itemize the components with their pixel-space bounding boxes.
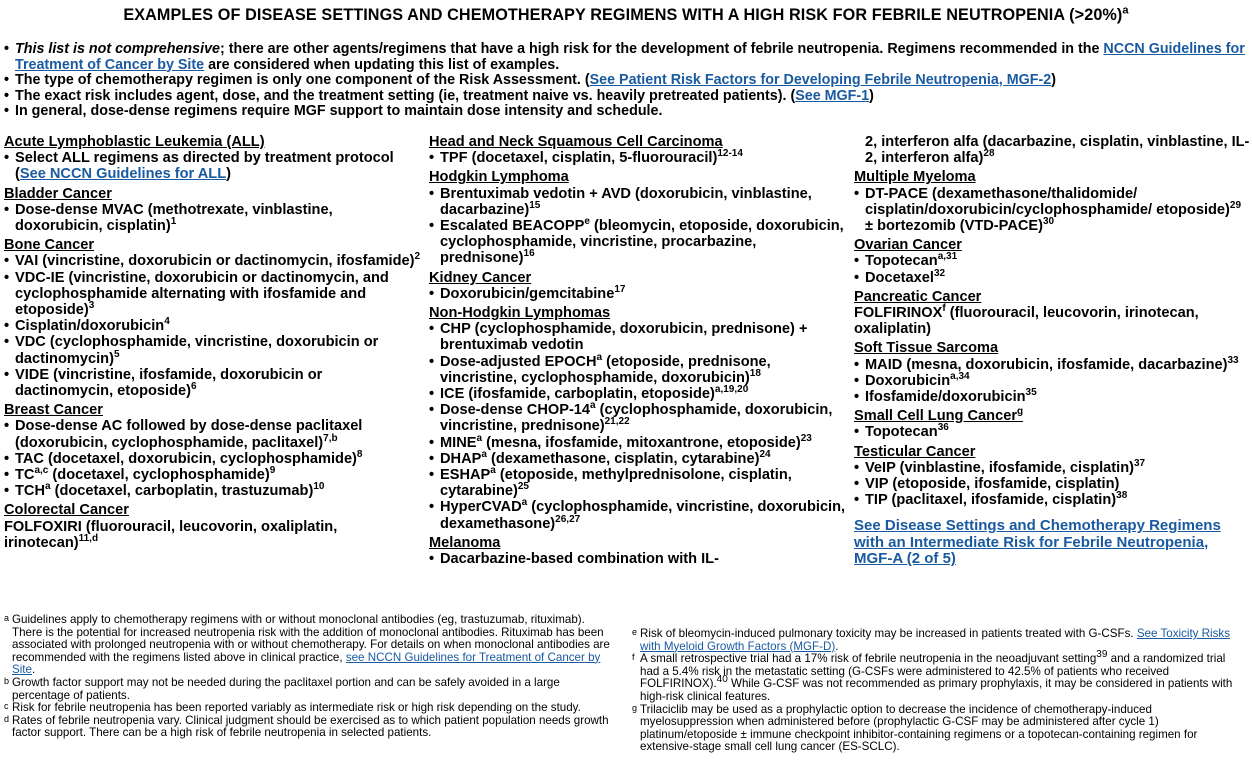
section-bladder bbox=[4, 186, 424, 235]
section-soft-tissue-sarcoma bbox=[854, 340, 1250, 405]
link-mgf-2[interactable]: See Patient Risk Factors for Developing Febrile Neutropenia, MGF-2 bbox=[589, 72, 1052, 88]
list-item: • VIDE (vincristine, ifosfamide, doxorubicin or dactinomycin, etoposide)$^6$ bbox=[4, 366, 323, 400]
section-heading: Hodgkin Lymphoma bbox=[429, 169, 569, 186]
section-kidney bbox=[429, 270, 849, 302]
footnotes-right bbox=[632, 628, 1242, 754]
section-myeloma bbox=[854, 169, 1250, 234]
list-item: • DHAP$^a$ (dexamethasone, cisplatin, cytarabine)$^{24}$ bbox=[429, 449, 771, 467]
list-item: • TC$^{a,c}$ (docetaxel, cyclophosphamide)$^9$ bbox=[4, 465, 276, 484]
list-item: • Doxorubicin$^{a,34}$ bbox=[854, 370, 970, 389]
link-mgf-a-2-of-5[interactable]: See Disease Settings and Chemotherapy Regimens with an Intermediate Risk for Febrile Neutropenia, MGF-A (2 of 5) bbox=[854, 517, 1221, 568]
list-item: • Select ALL regimens as directed by treatment protocol (See NCCN Guidelines for ALL) bbox=[4, 150, 394, 183]
list-item: • Topotecan$^{a,31}$ bbox=[854, 251, 958, 270]
list-item: • ESHAP$^a$ (etoposide, methylprednisolone, cisplatin, cytarabine)$^{25}$ bbox=[429, 465, 792, 500]
section-melanoma bbox=[429, 535, 849, 567]
list-item: • Escalated BEACOPP$^e$ (bleomycin, etoposide, doxorubicin, cyclophosphamide, vincristine, procarbazine, prednisone)$^{16}$ bbox=[429, 216, 844, 267]
intro-bullet: • The type of chemotherapy regimen is only one component of the Risk Assessment. (See Patient Risk Factors for Developing Febrile Neutropenia, MGF-2) bbox=[4, 72, 1056, 88]
section-heading: Colorectal Cancer bbox=[4, 502, 129, 519]
section-heading: Bladder Cancer bbox=[4, 185, 112, 202]
section-heading: Soft Tissue Sarcoma bbox=[854, 340, 999, 357]
list-item: • Ifosfamide/doxorubicin$^{35}$ bbox=[854, 387, 1037, 406]
list-item: • ICE (ifosfamide, carboplatin, etoposide)$^{a,19,20}$ bbox=[429, 384, 749, 403]
section-heading: Kidney Cancer bbox=[429, 269, 532, 286]
list-item: • Dose-dense MVAC (methotrexate, vinblastine, doxorubicin, cisplatin)$^1$ bbox=[4, 201, 333, 235]
section-all bbox=[4, 134, 424, 183]
intro-bullet: • In general, dose-dense regimens require MGF support to maintain dose intensity and schedule. bbox=[4, 103, 663, 119]
footnote: g Trilaciclib may be used as a prophylactic option to decrease the incidence of chemotherapy-induced myelosuppression when administered before (prophylactic G-CSF may be administered after cycle 1) platinum/etoposide ± immune checkpoint inhibitor-containing regimens or a topotecan-containing regimen for extensive-stage small cell lung cancer (ES-SCLC). bbox=[632, 702, 1198, 754]
footnote: a Guidelines apply to chemotherapy regimens with or without monoclonal antibodies (eg, trastuzumab, rituximab). There is the potential for increased neutropenia risk with the addition of monoclonal antibodies. Rituximab has been associated with prolonged neutropenia with or without chemotherapy. For details on when monoclonal antibodies are recommended with the regimens listed above in clinical practice, see NCCN Guidelines for Treatment of Cancer by Site. bbox=[4, 613, 610, 677]
list-item: • Doxorubicin/gemcitabine$^{17}$ bbox=[429, 283, 626, 302]
footnote: d Rates of febrile neutropenia vary. Clinical judgment should be exercised as to which patient population needs growth factor support. There can be a high risk of febrile neutropenia in selected patients. bbox=[4, 713, 609, 740]
section-heading: Melanoma bbox=[429, 534, 501, 551]
list-item: • TAC (docetaxel, doxorubicin, cyclophosphamide)$^8$ bbox=[4, 449, 363, 467]
list-item: • Dose-dense CHOP-14$^a$ (cyclophosphamide, doxorubicin, vincristine, prednisone)$^{21,22}$ bbox=[429, 400, 833, 435]
list-item: • Brentuximab vedotin + AVD (doxorubicin, vinblastine, dacarbazine)$^{15}$ bbox=[429, 185, 812, 218]
footnote: e Risk of bleomycin-induced pulmonary toxicity may be increased in patients treated with G-CSFs. See Toxicity Risks with Myeloid Growth Factors (MGF-D). bbox=[632, 627, 1231, 653]
link-footnote-nccn-by-site[interactable]: see NCCN Guidelines for Treatment of Cancer by Site bbox=[12, 650, 601, 677]
list-item: 2, interferon alfa (dacarbazine, cisplatin, vinblastine, IL-2, interferon alfa)$^{28}$ bbox=[865, 134, 1250, 167]
footnote: c Risk for febrile neutropenia has been reported variably as intermediate risk or high risk depending on the study. bbox=[4, 701, 581, 715]
section-ovarian bbox=[854, 237, 1250, 286]
intro-bullet: • This list is not comprehensive; there are other agents/regimens that have a high risk for the development of febrile neutropenia. Regimens recommended in the NCCN Guidelines for Treatment of Cancer by Site are considered when updating this list of examples. bbox=[4, 41, 1245, 73]
section-hodgkin bbox=[429, 169, 849, 266]
list-item: • VeIP (vinblastine, ifosfamide, cisplatin)$^{37}$ bbox=[854, 458, 1146, 476]
link-nccn-guidelines-by-site[interactable]: NCCN Guidelines for Treatment of Cancer by Site bbox=[15, 41, 1245, 73]
column-3 bbox=[854, 134, 1250, 568]
list-item: • Cisplatin/doxorubicin$^4$ bbox=[4, 316, 170, 335]
section-bone bbox=[4, 237, 424, 399]
list-item: FOLFOXIRI (fluorouracil, leucovorin, oxaliplatin, irinotecan)$^{11,d}$ bbox=[4, 518, 338, 551]
list-item: • Dose-adjusted EPOCH$^a$ (etoposide, prednisone, vincristine, cyclophosphamide, doxorubicin)$^{18}$ bbox=[429, 351, 771, 386]
section-melanoma-continued bbox=[854, 134, 1250, 166]
section-pancreatic bbox=[854, 289, 1250, 338]
footnote: b Growth factor support may not be needed during the paclitaxel portion and can be safely avoided in a large percentage of patients. bbox=[4, 675, 560, 702]
list-item: FOLFIRINOX$^f$ (fluorouracil, leucovorin, irinotecan, oxaliplatin) bbox=[854, 303, 1199, 338]
intro-bullet: • The exact risk includes agent, dose, and the treatment setting (ie, treatment naive vs. heavily pretreated patients). (See MGF-1) bbox=[4, 87, 874, 104]
section-heading: Multiple Myeloma bbox=[854, 169, 976, 186]
list-item: • MINE$^a$ (mesna, ifosfamide, mitoxantrone, etoposide)$^{23}$ bbox=[429, 432, 812, 451]
page-title: EXAMPLES OF DISEASE SETTINGS AND CHEMOTHERAPY REGIMENS WITH A HIGH RISK FOR FEBRILE NEUTROPENIA (>20%)$^a$ bbox=[123, 4, 1129, 24]
section-heading: Bone Cancer bbox=[4, 237, 95, 254]
intro-bullets bbox=[4, 42, 1248, 120]
section-heading: Breast Cancer bbox=[4, 402, 103, 419]
link-mgf-1[interactable]: See MGF-1 bbox=[795, 87, 870, 104]
column-2 bbox=[429, 134, 849, 570]
section-testicular bbox=[854, 444, 1250, 509]
list-item: • Topotecan$^{36}$ bbox=[854, 422, 949, 441]
section-nhl bbox=[429, 305, 849, 532]
list-item: • VIP (etoposide, ifosfamide, cisplatin) bbox=[854, 476, 1120, 493]
list-item: • VDC (cyclophosphamide, vincristine, doxorubicin or dactinomycin)$^5$ bbox=[4, 334, 379, 367]
list-item: • TPF (docetaxel, cisplatin, 5-fluorouracil)$^{12-14}$ bbox=[429, 148, 743, 167]
section-heading: Pancreatic Cancer bbox=[854, 288, 982, 305]
link-mgf-d[interactable]: See Toxicity Risks with Myeloid Growth Factors (MGF-D) bbox=[640, 627, 1231, 653]
column-1 bbox=[4, 134, 424, 554]
list-item: • TCH$^a$ (docetaxel, carboplatin, trastuzumab)$^{10}$ bbox=[4, 481, 325, 500]
section-heading: Head and Neck Squamous Cell Carcinoma bbox=[429, 134, 723, 150]
list-item: • TIP (paclitaxel, ifosfamide, cisplatin)$^{38}$ bbox=[854, 490, 1128, 509]
link-nccn-all[interactable]: See NCCN Guidelines for ALL bbox=[19, 166, 227, 183]
section-breast bbox=[4, 402, 424, 499]
section-colorectal bbox=[4, 502, 424, 551]
section-heading: Small Cell Lung Cancer$^g$ bbox=[854, 406, 1024, 425]
footnotes-left bbox=[4, 614, 614, 740]
list-item: • Docetaxel$^{32}$ bbox=[854, 267, 946, 286]
list-item: • CHP (cyclophosphamide, doxorubicin, prednisone) + brentuximab vedotin bbox=[429, 321, 808, 354]
list-item: • VDC-IE (vincristine, doxorubicin or dactinomycin, and cyclophosphamide alternating with ifosfamide and etoposide)$^3$ bbox=[4, 269, 389, 319]
section-head-neck bbox=[429, 134, 849, 166]
section-heading: Non-Hodgkin Lymphomas bbox=[429, 305, 611, 322]
section-sclc bbox=[854, 408, 1250, 440]
section-heading: Acute Lymphoblastic Leukemia (ALL) bbox=[4, 134, 265, 150]
footnote: f A small retrospective trial had a 17% risk of febrile neutropenia in the neoadjuvant setting$^{39}$ and a randomized trial had a 5.4% risk in the metastatic setting (G-CSFs were administered to 42.5% of patients who received FOLFIRINOX).$^{40}$ While G-CSF was not recommended as primary prophylaxis, it may be considered in patients with high-risk clinical features. bbox=[632, 649, 1233, 703]
list-item: • VAI (vincristine, doxorubicin or dactinomycin, ifosfamide)$^2$ bbox=[4, 251, 421, 270]
list-item: • MAID (mesna, doxorubicin, ifosfamide, dacarbazine)$^{33}$ bbox=[854, 354, 1239, 373]
list-item: • HyperCVAD$^a$ (cyclophosphamide, vincristine, doxorubicin, dexamethasone)$^{26,27}$ bbox=[429, 497, 846, 532]
list-item: • Dacarbazine-based combination with IL- bbox=[429, 551, 719, 568]
list-item: • DT-PACE (dexamethasone/thalidomide/ cisplatin/doxorubicin/cyclophosphamide/ etoposide)$^{29}$ ± bortezomib (VTD-PACE)$^{30}$ bbox=[854, 185, 1242, 235]
list-item: • Dose-dense AC followed by dose-dense paclitaxel (doxorubicin, cyclophosphamide, paclitaxel)$^{7,b}$ bbox=[4, 418, 363, 451]
section-heading: Ovarian Cancer bbox=[854, 237, 962, 254]
section-heading: Testicular Cancer bbox=[854, 443, 976, 460]
